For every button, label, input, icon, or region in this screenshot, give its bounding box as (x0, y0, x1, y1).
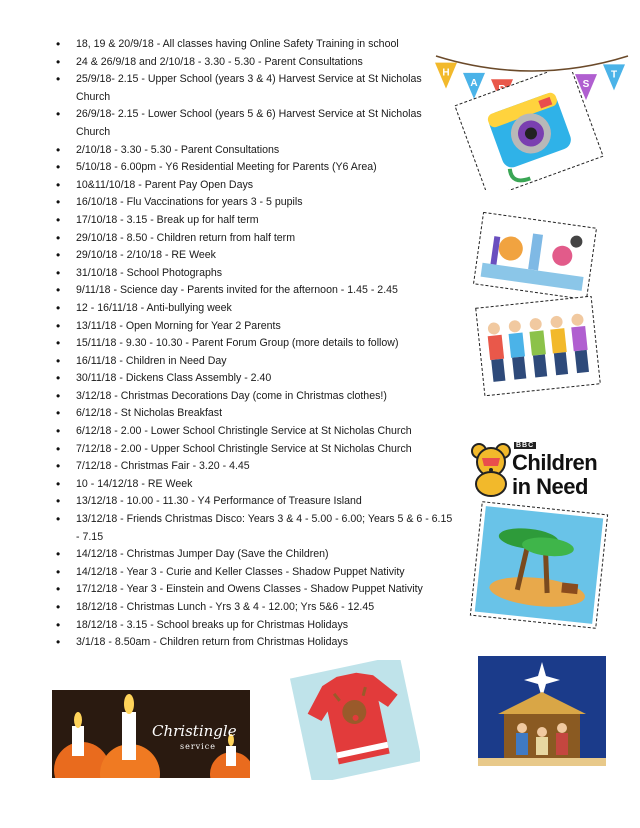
event-item: • 24 & 26/9/18 and 2/10/18 - 3.30 - 5.30 - Parent Consultations (56, 54, 456, 72)
event-item: • 15/11/18 - 9.30 - 10.30 - Parent Forum Group (more details to follow) (56, 335, 456, 353)
christingle-title: Christingle (152, 722, 237, 740)
child-figure-legs (554, 352, 568, 375)
bunting-letter: S (582, 79, 590, 91)
bbc-label: BBC (516, 442, 535, 449)
event-item: • 10&11/10/18 - Parent Pay Open Days (56, 177, 456, 195)
event-item: • 30/11/18 - Dickens Class Assembly - 2.40 (56, 370, 456, 388)
child-figure-legs (575, 350, 589, 373)
event-item: • 3/12/18 - Christmas Decorations Day (come in Christmas clothes!) (56, 388, 456, 406)
event-item: • 2/10/18 - 3.30 - 5.30 - Parent Consultations (56, 142, 456, 160)
child-figure-legs (512, 357, 526, 380)
christmas-jumper-image (290, 660, 420, 780)
event-item: • 26/9/18- 2.15 - Lower School (years 5 & 6) Harvest Service at St Nicholas Church (56, 106, 456, 141)
treasure-island-image (468, 500, 610, 630)
event-item: • 17/10/18 - 3.15 - Break up for half term (56, 212, 456, 230)
event-item: • 31/10/18 - School Photographs (56, 265, 456, 283)
event-item: • 10 - 14/12/18 - RE Week (56, 476, 456, 494)
cin-line1: Children (512, 450, 598, 475)
children-group-sticker-image (474, 296, 602, 396)
child-figure-body (529, 330, 545, 355)
event-item: • 6/12/18 - 2.00 - Lower School Christingle Service at St Nicholas Church (56, 423, 456, 441)
bunting-letter: A (470, 77, 478, 89)
child-figure-body (509, 333, 525, 358)
bunting-letter: H (442, 67, 450, 79)
bunting-letter: T (610, 69, 618, 81)
event-item: • 3/1/18 - 8.50am - Children return from Christmas Holidays (56, 634, 456, 652)
child-figure-body (550, 328, 566, 353)
event-item: • 9/11/18 - Science day - Parents invited for the afternoon - 1.45 - 2.45 (56, 282, 456, 300)
event-item: • 13/11/18 - Open Morning for Year 2 Parents (56, 318, 456, 336)
events-list (56, 36, 456, 652)
event-item: • 29/10/18 - 8.50 - Children return from half term (56, 230, 456, 248)
event-item: • 13/12/18 - Friends Christmas Disco: Years 3 & 4 - 5.00 - 6.00; Years 5 & 6 - 6.15 - 7.15 (56, 511, 456, 546)
event-item: • 16/10/18 - Flu Vaccinations for years 3 - 5 pupils (56, 194, 456, 212)
children-in-need-logo (470, 440, 620, 500)
event-item: • 16/11/18 - Children in Need Day (56, 353, 456, 371)
event-item: • 25/9/18- 2.15 - Upper School (years 3 & 4) Harvest Service at St Nicholas Church (56, 71, 456, 106)
event-item: • 12 - 16/11/18 - Anti-bullying week (56, 300, 456, 318)
child-figure-legs (491, 359, 505, 382)
event-item: • 18, 19 & 20/9/18 - All classes having Online Safety Training in school (56, 36, 456, 54)
child-figure-body (488, 335, 504, 360)
event-item: • 13/12/18 - 10.00 - 11.30 - Y4 Performance of Treasure Island (56, 493, 456, 511)
event-item: • 7/12/18 - Christmas Fair - 3.20 - 4.45 (56, 458, 456, 476)
event-item: • 14/12/18 - Year 3 - Curie and Keller Classes - Shadow Puppet Nativity (56, 564, 456, 582)
pudsey-bear-icon (470, 442, 512, 498)
event-item: • 18/12/18 - 3.15 - School breaks up for Christmas Holidays (56, 617, 456, 635)
cin-line2: in Need (512, 474, 588, 499)
child-figure-legs (533, 354, 547, 377)
event-item: • 5/10/18 - 6.00pm - Y6 Residential Meeting for Parents (Y6 Area) (56, 159, 456, 177)
christingle-subtitle: service (180, 742, 216, 751)
event-item: • 14/12/18 - Christmas Jumper Day (Save the Children) (56, 546, 456, 564)
nativity-scene-image (478, 656, 606, 766)
event-item: • 7/12/18 - 2.00 - Upper School Christingle Service at St Nicholas Church (56, 441, 456, 459)
event-item: • 17/12/18 - Year 3 - Einstein and Owens Classes - Shadow Puppet Nativity (56, 581, 456, 599)
event-item: • 18/12/18 - Christmas Lunch - Yrs 3 & 4 - 12.00; Yrs 5&6 - 12.45 (56, 599, 456, 617)
christingle-service-image (52, 690, 250, 778)
science-sticker-image (470, 212, 600, 300)
event-item: • 29/10/18 - 2/10/18 - RE Week (56, 247, 456, 265)
event-item: • 6/12/18 - St Nicholas Breakfast (56, 405, 456, 423)
child-figure-body (571, 326, 587, 351)
camera-sticker-image (454, 72, 604, 190)
